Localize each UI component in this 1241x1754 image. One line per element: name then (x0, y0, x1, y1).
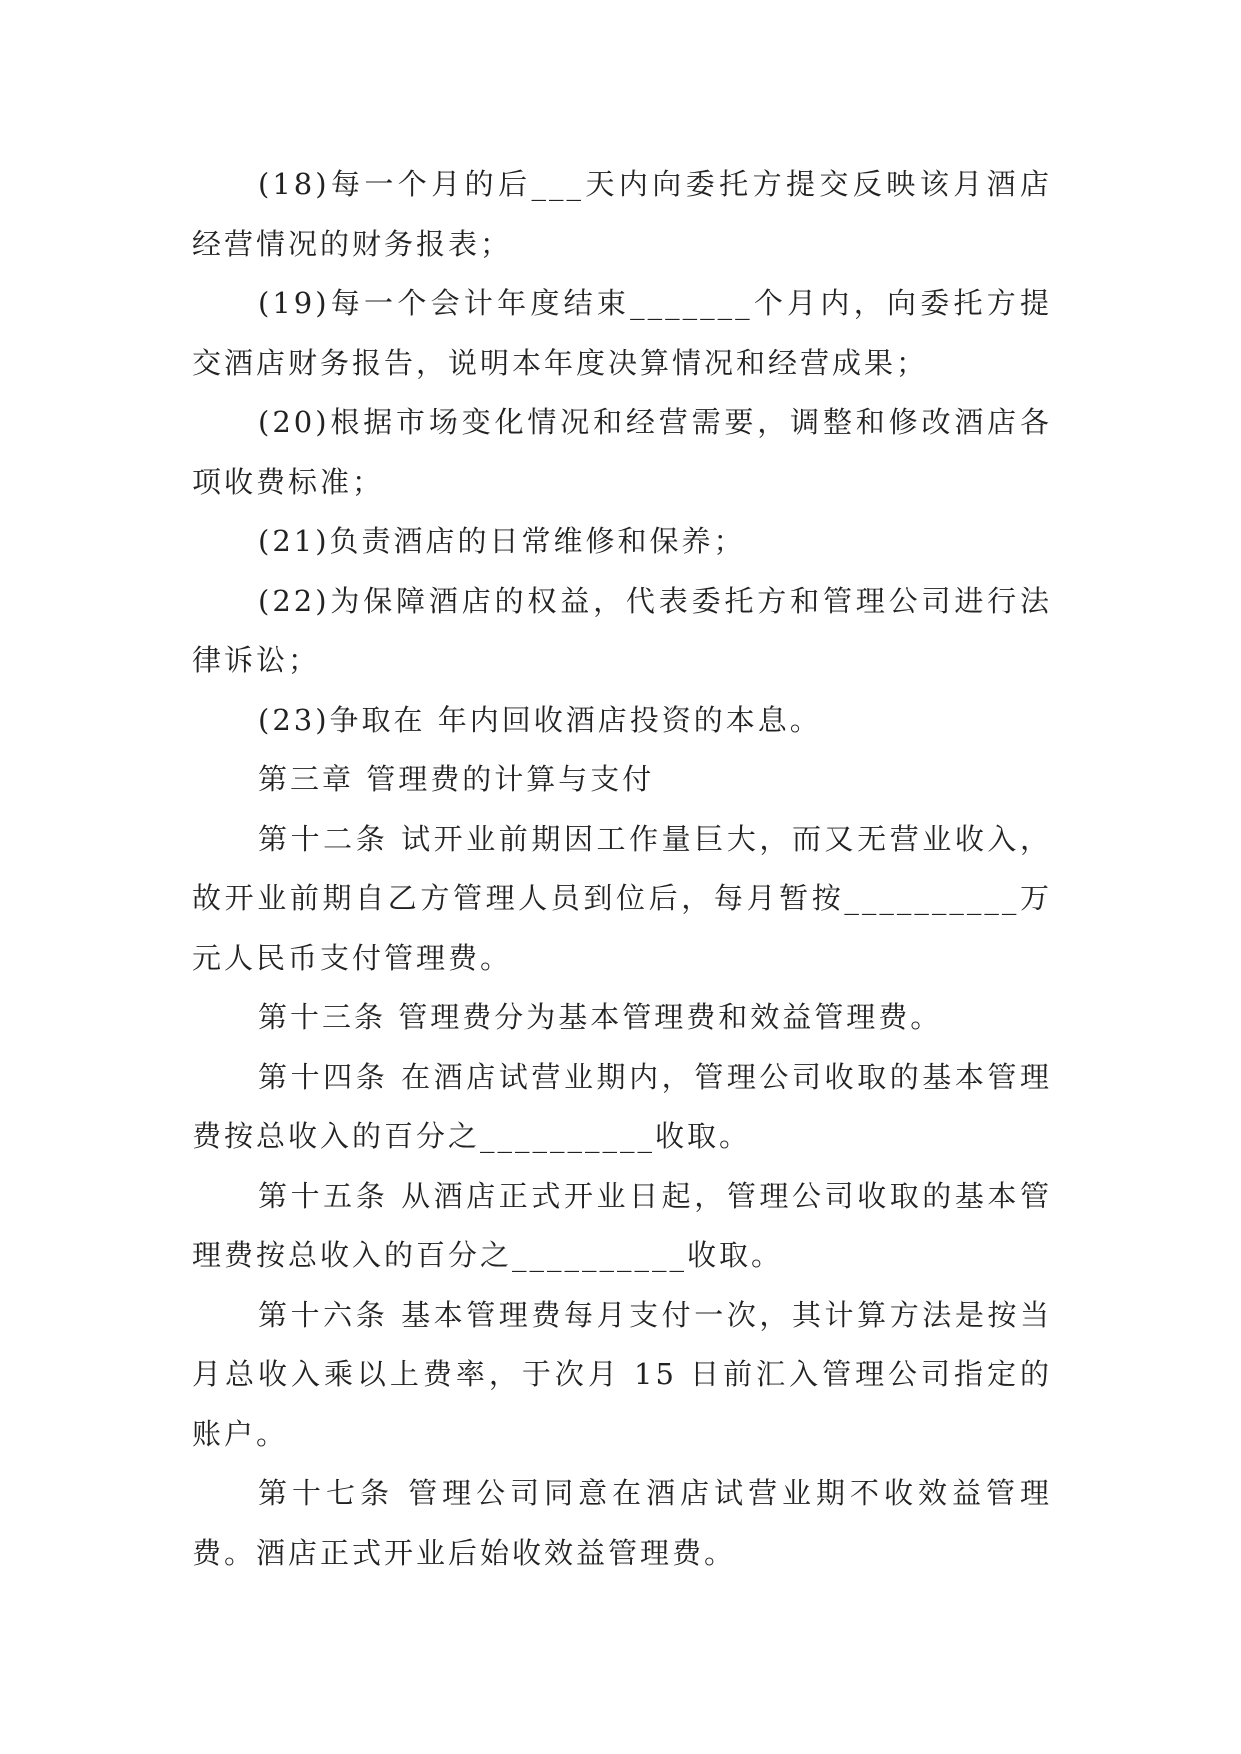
paragraph-19: (19)每一个会计年度结束_______个月内，向委托方提交酒店财务报告，说明本年度决算情况和经营成果； (192, 286, 1052, 380)
document-body (192, 155, 1052, 1583)
article-13: 第十三条 管理费分为基本管理费和效益管理费。 (258, 1000, 943, 1034)
paragraph-20: (20)根据市场变化情况和经营需要，调整和修改酒店各项收费标准； (192, 405, 1052, 499)
paragraph-23: (23)争取在 年内回收酒店投资的本息。 (258, 702, 822, 737)
paragraph-22: (22)为保障酒店的权益，代表委托方和管理公司进行法律诉讼； (192, 583, 1052, 677)
article-17: 第十七条 管理公司同意在酒店试营业期不收效益管理费。酒店正式开业后始收效益管理费。 (192, 1476, 1052, 1570)
paragraph-18: (18)每一个月的后___天内向委托方提交反映该月酒店经营情况的财务报表； (192, 167, 1052, 261)
paragraph-21: (21)负责酒店的日常维修和保养； (258, 524, 746, 558)
article-12: 第十二条 试开业前期因工作量巨大，而又无营业收入，故开业前期自乙方管理人员到位后，每月暂按__________万元人民币支付管理费。 (192, 821, 1052, 975)
article-16: 第十六条 基本管理费每月支付一次，其计算方法是按当月总收入乘以上费率，于次月 15 日前汇入管理公司指定的账户。 (192, 1297, 1052, 1451)
chapter-heading: 第三章 管理费的计算与支付 (258, 762, 655, 796)
article-15: 第十五条 从酒店正式开业日起，管理公司收取的基本管理费按总收入的百分之__________收取。 (192, 1178, 1052, 1272)
article-14: 第十四条 在酒店试营业期内，管理公司收取的基本管理费按总收入的百分之__________收取。 (192, 1059, 1052, 1153)
